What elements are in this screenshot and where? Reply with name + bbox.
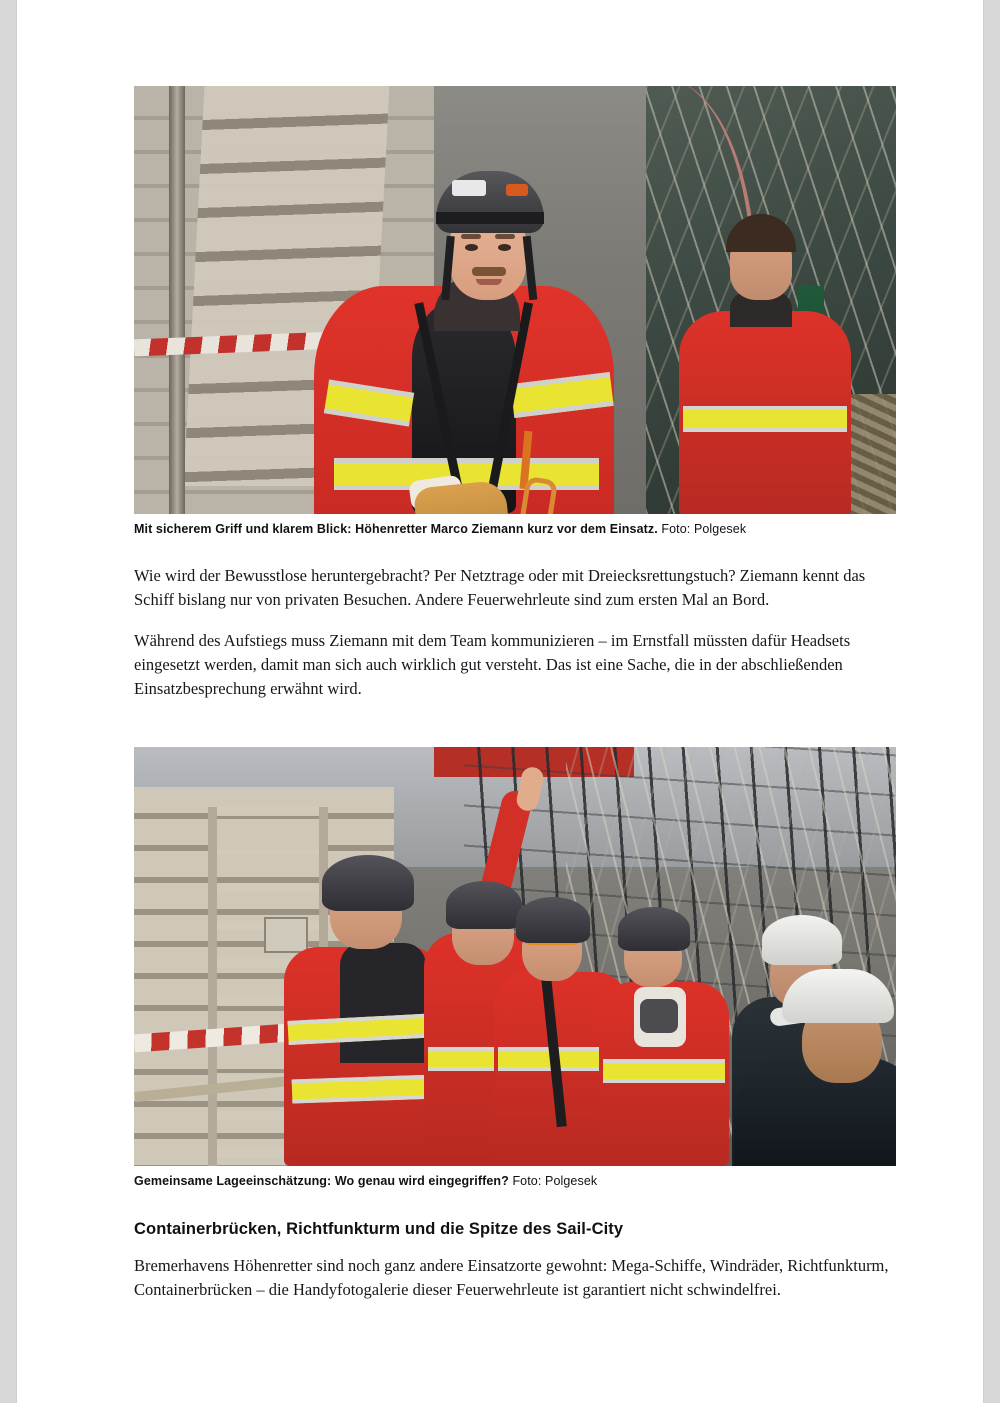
figure-2-caption bbox=[134, 1166, 896, 1190]
paragraph-2: Während des Aufstiegs muss Ziemann mit dem Team kommunizieren – im Ernstfall müssten dafür Headsets eingesetzt werden, damit man sich auch wirklich gut versteht. Das ist eine Sache, die in der abschließenden Einsatzbesprechung erwähnt wird. bbox=[134, 630, 851, 698]
article-content bbox=[134, 86, 896, 1302]
photo-team-briefing bbox=[134, 747, 896, 1166]
figure-2-credit: Foto: Polgesek bbox=[508, 1173, 598, 1188]
photo2-firefighter-a-backpanel bbox=[340, 943, 426, 1063]
photo2-firefighter-d-stripe bbox=[603, 1059, 725, 1083]
paragraph-1: Wie wird der Bewusstlose heruntergebracht? Per Netztrage oder mit Dreiecksrettungstuch? Ziemann kennt das Schiff bislang nur von privaten Besuchen. Andere Feuerwehrleute sind zum ersten Mal an Bord. bbox=[134, 566, 866, 610]
photo2-white-helmet bbox=[762, 915, 842, 965]
photo1-moustache bbox=[472, 267, 506, 276]
photo1-helmet-lamp-secondary bbox=[506, 184, 528, 196]
figure-photo-2 bbox=[134, 747, 896, 1190]
photo1-mouth bbox=[476, 279, 502, 285]
figure-1-credit: Foto: Polgesek bbox=[657, 522, 747, 536]
photo2-firefighter-c-helmet bbox=[516, 897, 590, 943]
figure-1-caption-text: Mit sicherem Griff und klarem Blick: Höhenretter Marco Ziemann kurz vor dem Einsatz. bbox=[134, 522, 658, 536]
figure-2-caption-text: Gemeinsame Lageeinschätzung: Wo genau wird eingegriffen? bbox=[134, 1173, 509, 1188]
figure-photo-1 bbox=[134, 86, 896, 538]
photo2-firefighter-b-helmet bbox=[446, 881, 522, 929]
figure-1-caption bbox=[134, 514, 896, 538]
paragraph-3: Bremerhavens Höhenretter sind noch ganz andere Einsatzorte gewohnt: Mega-Schiffe, Windräder, Richtfunkturm, Containerbrücken – die Handyfotogalerie dieser Feuerwehrleute ist garantiert nicht schwindelfrei. bbox=[134, 1255, 889, 1299]
section-subheading: Containerbrücken, Richtfunkturm und die Spitze des Sail-City bbox=[134, 1219, 624, 1238]
photo2-firefighter-a-stripe-lower bbox=[292, 1074, 439, 1103]
photo2-firefighter-a-helmet bbox=[322, 855, 414, 911]
photo1-eye-right bbox=[498, 244, 511, 251]
photo2-wall-plate bbox=[264, 917, 308, 953]
photo1-second-firefighter-stripe bbox=[683, 406, 847, 432]
photo1-helmet-lamp bbox=[452, 180, 486, 196]
photo1-eye-left bbox=[465, 244, 478, 251]
photo1-eyebrow-left bbox=[461, 234, 481, 239]
photo2-firefighter-d-helmet bbox=[618, 907, 690, 951]
photo1-eyebrow-right bbox=[495, 234, 515, 239]
photo-rescue-climber-portrait bbox=[134, 86, 896, 514]
photo1-helmet-band bbox=[436, 212, 544, 224]
photo2-chest-gear-inner bbox=[640, 999, 678, 1033]
photo1-handrail bbox=[169, 86, 185, 514]
document-page bbox=[17, 0, 983, 1403]
